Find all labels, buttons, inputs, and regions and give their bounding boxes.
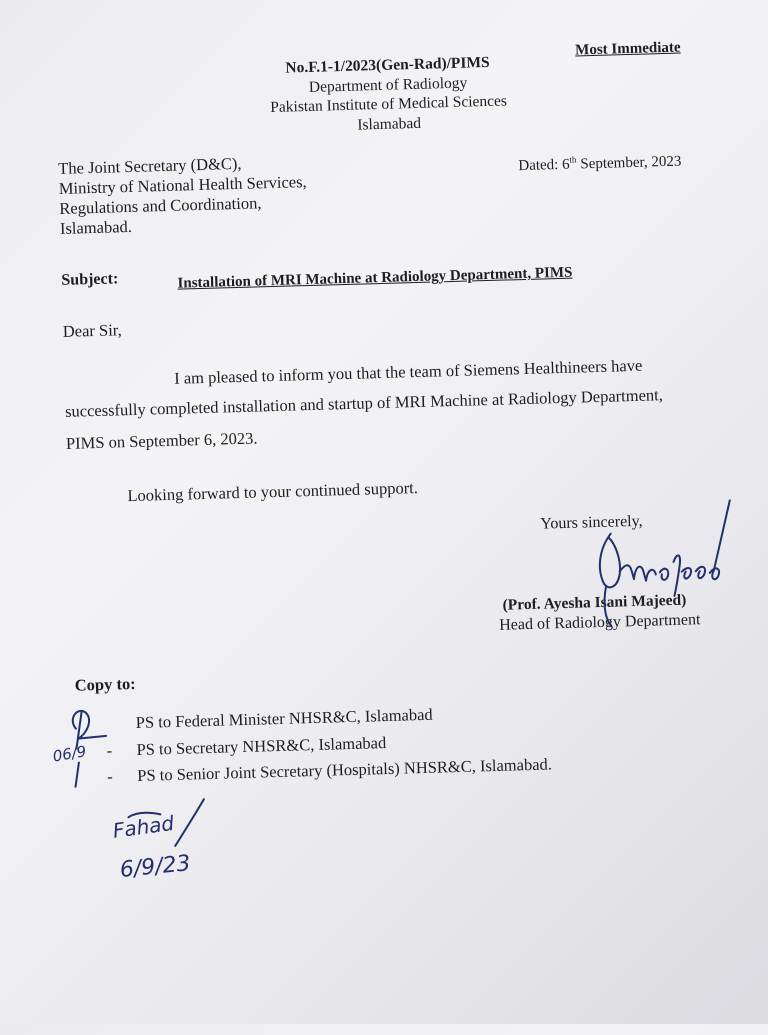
body-line: I am pleased to inform you that the team of Siemens Healthineers have (173, 355, 643, 388)
date-prefix: Dated: 6 (518, 156, 570, 175)
body-line: successfully completed installation and startup of MRI Machine at Radiology Department, (64, 385, 664, 421)
recipient-address (58, 152, 308, 239)
date-suffix: September, 2023 (576, 153, 682, 173)
copy-to-item: PS to Federal Minister NHSR&C, Islamabad (135, 704, 433, 733)
copy-to-item-text: PS to Senior Joint Secretary (Hospitals) NHSR&C, Islamabad. (136, 754, 553, 785)
priority-label: Most Immediate (574, 39, 681, 59)
closing-line: Looking forward to your continued support. (127, 478, 419, 506)
margin-date-note: 06/9 (51, 742, 88, 766)
bottom-handwritten-date: 6/9/23 (118, 851, 192, 883)
department-name: Department of Radiology (308, 74, 468, 96)
recipient-line: The Joint Secretary (D&C), (58, 153, 242, 178)
copy-to-item-text: PS to Secretary NHSR&C, Islamabad (136, 733, 387, 759)
bottom-handwritten-name: Fahad (111, 810, 176, 843)
copy-to-item: - PS to Senior Joint Secretary (Hospitals) NHSR&C, Islamabad. (107, 754, 553, 786)
subject-label: Subject: (61, 270, 119, 289)
copy-to-item: - PS to Secretary NHSR&C, Islamabad (106, 733, 387, 760)
margin-stroke (67, 760, 88, 791)
subject-text: Installation of MRI Machine at Radiology Department, PIMS (177, 264, 573, 292)
salutation: Dear Sir, (62, 320, 122, 341)
reference-number: No.F.1-1/2023(Gen-Rad)/PIMS (285, 53, 490, 77)
signatory-title: Head of Radiology Department (498, 611, 701, 634)
body-line: PIMS on September 6, 2023. (65, 428, 258, 453)
institute-city: Islamabad (357, 114, 422, 134)
recipient-line: Ministry of National Health Services, (58, 172, 307, 198)
date-ordinal: th (569, 154, 577, 165)
letter-date (518, 152, 682, 176)
recipient-line: Islamabad. (59, 216, 133, 238)
signatory-name: (Prof. Ayesha Isani Majeed) (502, 591, 687, 614)
signature-handwriting (580, 490, 744, 634)
copy-to-label: Copy to: (74, 674, 136, 695)
institute-name: Pakistan Institute of Medical Sciences (270, 92, 508, 117)
signoff-closing: Yours sincerely, (540, 512, 643, 533)
recipient-line: Regulations and Coordination, (59, 193, 262, 218)
